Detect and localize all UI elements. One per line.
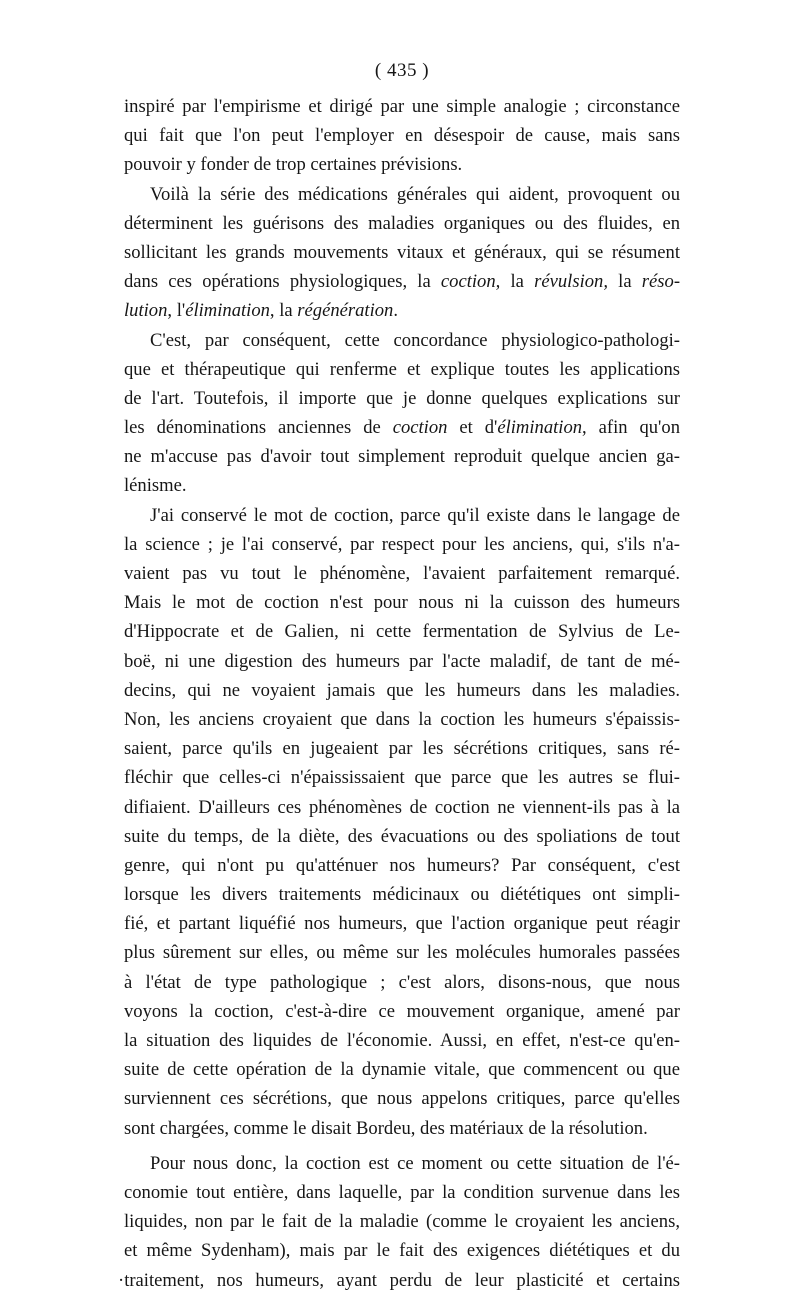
text-line <box>124 296 680 325</box>
paragraph-2 <box>124 180 680 326</box>
text-line: suite de cette opération de la dynamie vitale, que commencent ou que <box>124 1059 680 1081</box>
body-text <box>118 92 680 1295</box>
text-line: voyons la coction, c'est-à-dire ce mouvement organique, amené par <box>124 1000 680 1022</box>
italic-term: lution <box>124 300 168 322</box>
text-line: à l'état de type pathologique ; c'est alors, disons-nous, que nous <box>124 971 680 993</box>
text-line: déterminent les guérisons des maladies organiques ou des fluides, en <box>124 212 680 234</box>
paragraph-5 <box>118 1149 680 1295</box>
text-run: , la <box>269 300 298 322</box>
text-line: Pour nous donc, la coction est ce moment ou cette situation de l'é- <box>150 1152 680 1174</box>
text-line: surviennent ces sécrétions, que nous appelons critiques, parce qu'elles <box>124 1088 680 1110</box>
text-line: que et thérapeutique qui renferme et explique toutes les applications <box>124 358 680 380</box>
text-run: dans ces opérations physiologiques, la <box>124 271 441 293</box>
italic-term: élimination <box>497 417 583 439</box>
text-line: qui fait que l'on peut l'employer en désespoir de cause, mais sans <box>124 125 680 147</box>
text-line: la situation des liquides de l'économie. Aussi, en effet, n'est-ce qu'en- <box>124 1030 680 1051</box>
paragraph-4 <box>124 501 680 1143</box>
text-line: sont chargées, comme le disait Bordeu, des matériaux de la résolution. <box>124 1117 648 1139</box>
text-line: suite du temps, de la diète, des évacuations ou des spoliations de tout <box>124 825 680 847</box>
text-line: saient, parce qu'ils en jugeaient par les sécrétions critiques, sans ré- <box>124 738 680 760</box>
text-run: les dénominations anciennes de <box>124 417 393 439</box>
paragraph-1 <box>124 92 680 180</box>
text-line: liquides, non par le fait de la maladie (comme le croyaient les anciens, <box>124 1211 680 1233</box>
text-line: ne m'accuse pas d'avoir tout simplement reproduit quelque ancien ga- <box>124 446 680 468</box>
text-line: et même Sydenham), mais par le fait des exigences diététiques et du <box>124 1240 680 1262</box>
text-line: boë, ni une digestion des humeurs par l'acte maladif, de tant de mé- <box>124 650 680 672</box>
text-run: . <box>393 300 398 322</box>
text-line: conomie tout entière, dans laquelle, par la condition survenue dans les <box>124 1181 680 1203</box>
italic-term: régénération <box>297 300 394 322</box>
text-run: la <box>500 271 535 293</box>
text-line <box>124 413 680 442</box>
book-page <box>118 58 680 1295</box>
text-line: Mais le mot de coction n'est pour nous ni la cuisson des humeurs <box>124 592 680 614</box>
italic-term: coction <box>392 417 448 439</box>
text-line: fié, et partant liquéfié nos humeurs, que l'action organique peut réagir <box>124 913 680 935</box>
text-line: pouvoir y fonder de trop certaines prévisions. <box>124 154 463 176</box>
text-line: genre, qui n'ont pu qu'atténuer nos humeurs? Par conséquent, c'est <box>124 854 680 876</box>
text-line: difiaient. D'ailleurs ces phénomènes de coction ne viennent-ils pas à la <box>124 796 680 818</box>
text-line: decins, qui ne voyaient jamais que les humeurs dans les maladies. <box>124 679 680 701</box>
text-line: sollicitant les grands mouvements vitaux et généraux, qui se résument <box>124 241 680 263</box>
text-line: la science ; je l'ai conservé, par respect pour les anciens, qui, s'ils n'a- <box>124 533 680 555</box>
text-line: vaient pas vu tout le phénomène, l'avaient parfaitement remarqué. <box>124 563 680 584</box>
text-line: Voilà la série des médications générales qui aident, provoquent ou <box>150 183 680 205</box>
text-run: et d' <box>447 417 498 439</box>
text-run: la <box>607 271 642 293</box>
text-line <box>124 267 680 296</box>
text-line: J'ai conservé le mot de coction, parce qu'il existe dans le langage de <box>150 504 680 526</box>
text-line: inspiré par l'empirisme et dirigé par une simple analogie ; circonstance <box>124 96 680 117</box>
italic-term: coction, <box>440 271 501 293</box>
italic-term: révulsion, <box>534 271 608 293</box>
text-line: de l'art. Toutefois, il importe que je donne quelques explications sur <box>124 387 680 409</box>
text-run: , l' <box>167 300 186 322</box>
text-line: C'est, par conséquent, cette concordance physiologico-pathologi- <box>150 329 680 351</box>
text-line: d'Hippocrate et de Galien, ni cette fermentation de Sylvius de Le- <box>124 621 680 643</box>
text-line: ·traitement, nos humeurs, ayant perdu de leur plasticité et certains <box>118 1269 680 1291</box>
page-number: ( 435 ) <box>374 60 430 81</box>
text-line: plus sûrement sur elles, ou même sur les molécules humorales passées <box>124 942 680 964</box>
italic-term: réso- <box>641 271 680 293</box>
text-line: lorsque les divers traitements médicinaux ou diététiques ont simpli- <box>124 884 680 906</box>
text-run: , afin qu'on <box>582 417 680 439</box>
italic-term: élimination <box>185 300 270 322</box>
text-line: lénisme. <box>124 475 187 497</box>
paragraph-3 <box>124 326 680 501</box>
text-line: Non, les anciens croyaient que dans la coction les humeurs s'épaissis- <box>124 708 680 730</box>
text-line: fléchir que celles-ci n'épaississaient que parce que les autres se flui- <box>124 767 680 789</box>
